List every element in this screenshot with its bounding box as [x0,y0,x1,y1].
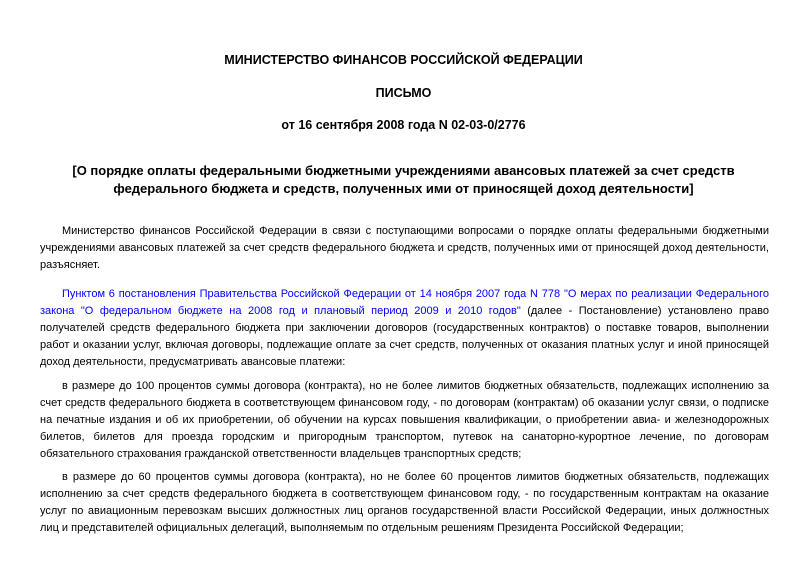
ministry-heading: МИНИСТЕРСТВО ФИНАНСОВ РОССИЙСКОЙ ФЕДЕРАЦИИ [224,53,583,67]
subject-line-2: федерального бюджета и средств, полученных ими от приносящей доход деятельности] [113,181,694,196]
advance-item-100-percent: в размере до 100 процентов суммы договора (контракта), но не более лимитов бюджетных обязательств, подлежащих исполнению за счет средств федерального бюджета в соответствующем финансовом году, - по договорам (контрактам) об оказании услуг связи, о подписке на печатные издания и об их приобретении, об обучении на курсах повышения квалификации, о приобретении авиа- и железнодорожных билетов, билетов для проезда городским и пригородным транспортом, путевок на санаторно-курортное лечение, по договорам обязательного страхования гражданской ответственности владельцев транспортных средств; [40,380,769,460]
resolution-paragraph-text: (далее - Постановление) установлено право получателей средств федерального бюджета при заключении договоров (государственных контрактов) о поставке товаров, выполнении работ и оказании услуг, включая договоры, подлежащие оплате за счет средств, полученных от оказания платных услуг и иной приносящей доход деятельности, предусматривать авансовые платежи: [40,305,769,368]
intro-paragraph: Министерство финансов Российской Федерации в связи с поступающими вопросами о порядке оплаты федеральными бюджетными учреждениями авансовых платежей за счет средств федерального бюджета и средств, полученных ими от приносящей доход деятельности, разъясняет. [40,225,769,271]
subject-heading [0,162,807,198]
subject-line-1: [О порядке оплаты федеральными бюджетными учреждениями авансовых платежей за счет средств [72,163,735,178]
date-number-heading: от 16 сентября 2008 года N 02-03-0/2776 [281,118,526,132]
resolution-paragraph [40,286,769,371]
advance-item-60-percent: в размере до 60 процентов суммы договора (контракта), но не более 60 процентов лимитов бюджетных обязательств, подлежащих исполнению за счет средств федерального бюджета в соответствующем финансовом году, - по государственным контрактам на оказание услуг по авиационным перевозкам высших должностных лиц органов государственной власти Российской Федерации, иных должностных лиц и представителей официальных делегаций, выполняемым по отдельным решениям Президента Российской Федерации; [40,471,769,534]
resolution-link[interactable]: Пунктом 6 постановления Правительства Российской Федерации от 14 ноября 2007 года N 778 "О мерах по реализации Федерального закона "О федеральном бюджете на 2008 год и плановый период 2009 и 2010 годов" [40,288,769,317]
document-type-heading: ПИСЬМО [375,86,432,100]
